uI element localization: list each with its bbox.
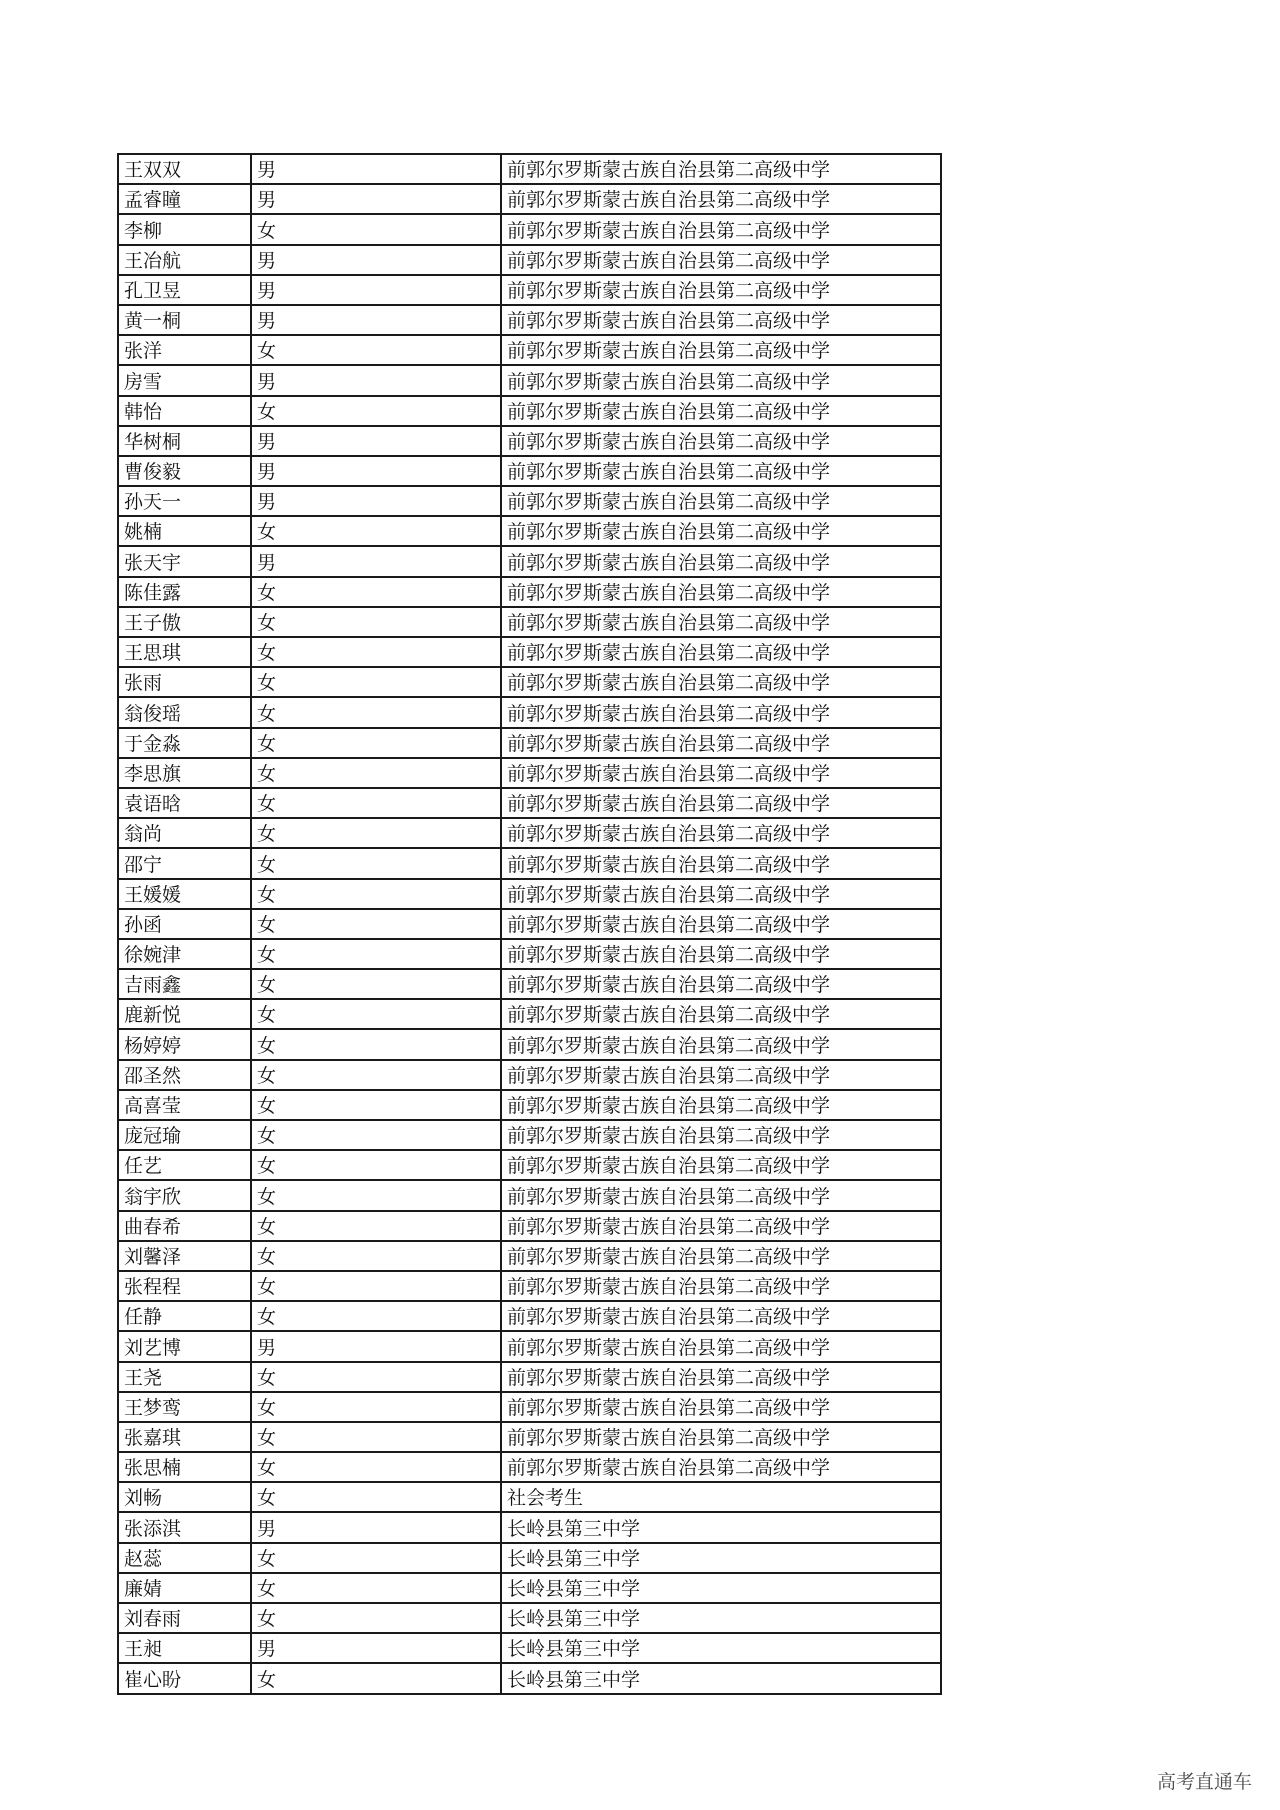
school-cell: 前郭尔罗斯蒙古族自治县第二高级中学 <box>501 1392 941 1422</box>
table-row <box>118 1362 941 1392</box>
sex-cell: 女 <box>251 1241 501 1271</box>
table-row <box>118 1543 941 1573</box>
school-cell: 前郭尔罗斯蒙古族自治县第二高级中学 <box>501 184 941 214</box>
sex-cell: 女 <box>251 1362 501 1392</box>
table-row <box>118 1482 941 1512</box>
name-cell: 陈佳露 <box>118 577 251 607</box>
name-cell: 庞冠瑜 <box>118 1120 251 1150</box>
name-cell: 王媛媛 <box>118 879 251 909</box>
table-row <box>118 214 941 244</box>
sex-cell: 女 <box>251 335 501 365</box>
school-cell: 前郭尔罗斯蒙古族自治县第二高级中学 <box>501 516 941 546</box>
sex-cell: 女 <box>251 758 501 788</box>
sex-cell: 女 <box>251 1482 501 1512</box>
sex-cell: 女 <box>251 1392 501 1422</box>
table-row <box>118 607 941 637</box>
table-row <box>118 516 941 546</box>
sex-cell: 男 <box>251 456 501 486</box>
sex-cell: 女 <box>251 818 501 848</box>
table-row <box>118 275 941 305</box>
sex-cell: 男 <box>251 365 501 395</box>
name-cell: 杨婷婷 <box>118 1029 251 1059</box>
name-cell: 高喜莹 <box>118 1090 251 1120</box>
name-cell: 张思楠 <box>118 1452 251 1482</box>
sex-cell: 女 <box>251 999 501 1029</box>
table-row <box>118 245 941 275</box>
sex-cell: 女 <box>251 969 501 999</box>
table-row <box>118 818 941 848</box>
name-cell: 黄一桐 <box>118 305 251 335</box>
name-cell: 王子傲 <box>118 607 251 637</box>
name-cell: 张添淇 <box>118 1512 251 1542</box>
name-cell: 王思琪 <box>118 637 251 667</box>
name-cell: 王昶 <box>118 1633 251 1663</box>
name-cell: 任静 <box>118 1301 251 1331</box>
table-row <box>118 1512 941 1542</box>
name-cell: 廉婧 <box>118 1573 251 1603</box>
name-cell: 曹俊毅 <box>118 456 251 486</box>
school-cell: 前郭尔罗斯蒙古族自治县第二高级中学 <box>501 577 941 607</box>
school-cell: 长岭县第三中学 <box>501 1512 941 1542</box>
roster-body <box>118 154 941 1694</box>
sex-cell: 女 <box>251 728 501 758</box>
sex-cell: 女 <box>251 214 501 244</box>
table-row <box>118 969 941 999</box>
name-cell: 王尧 <box>118 1362 251 1392</box>
table-row <box>118 788 941 818</box>
table-row <box>118 1029 941 1059</box>
school-cell: 前郭尔罗斯蒙古族自治县第二高级中学 <box>501 275 941 305</box>
table-row <box>118 426 941 456</box>
sex-cell: 男 <box>251 275 501 305</box>
table-row <box>118 667 941 697</box>
table-row <box>118 697 941 727</box>
student-roster-table <box>117 153 942 1695</box>
sex-cell: 女 <box>251 1150 501 1180</box>
table-row <box>118 1271 941 1301</box>
school-cell: 前郭尔罗斯蒙古族自治县第二高级中学 <box>501 486 941 516</box>
name-cell: 赵蕊 <box>118 1543 251 1573</box>
name-cell: 任艺 <box>118 1150 251 1180</box>
name-cell: 王冶航 <box>118 245 251 275</box>
sex-cell: 男 <box>251 305 501 335</box>
table-row <box>118 1241 941 1271</box>
school-cell: 前郭尔罗斯蒙古族自治县第二高级中学 <box>501 607 941 637</box>
name-cell: 袁语晗 <box>118 788 251 818</box>
table-row <box>118 396 941 426</box>
school-cell: 长岭县第三中学 <box>501 1573 941 1603</box>
school-cell: 前郭尔罗斯蒙古族自治县第二高级中学 <box>501 1452 941 1482</box>
table-row <box>118 1120 941 1150</box>
school-cell: 前郭尔罗斯蒙古族自治县第二高级中学 <box>501 1120 941 1150</box>
school-cell: 前郭尔罗斯蒙古族自治县第二高级中学 <box>501 1271 941 1301</box>
school-cell: 前郭尔罗斯蒙古族自治县第二高级中学 <box>501 939 941 969</box>
sex-cell: 女 <box>251 1211 501 1241</box>
sex-cell: 女 <box>251 1603 501 1633</box>
sex-cell: 男 <box>251 184 501 214</box>
school-cell: 前郭尔罗斯蒙古族自治县第二高级中学 <box>501 788 941 818</box>
name-cell: 刘馨泽 <box>118 1241 251 1271</box>
name-cell: 刘春雨 <box>118 1603 251 1633</box>
name-cell: 邵宁 <box>118 848 251 878</box>
sex-cell: 女 <box>251 1029 501 1059</box>
school-cell: 前郭尔罗斯蒙古族自治县第二高级中学 <box>501 969 941 999</box>
sex-cell: 男 <box>251 1633 501 1663</box>
name-cell: 房雪 <box>118 365 251 395</box>
name-cell: 孙天一 <box>118 486 251 516</box>
sex-cell: 女 <box>251 1663 501 1693</box>
name-cell: 孟睿瞳 <box>118 184 251 214</box>
table-row <box>118 1452 941 1482</box>
name-cell: 刘艺博 <box>118 1331 251 1361</box>
school-cell: 前郭尔罗斯蒙古族自治县第二高级中学 <box>501 335 941 365</box>
table-row <box>118 1422 941 1452</box>
table-row <box>118 1603 941 1633</box>
school-cell: 前郭尔罗斯蒙古族自治县第二高级中学 <box>501 1422 941 1452</box>
sex-cell: 女 <box>251 1120 501 1150</box>
name-cell: 李柳 <box>118 214 251 244</box>
table-row <box>118 1180 941 1210</box>
school-cell: 前郭尔罗斯蒙古族自治县第二高级中学 <box>501 365 941 395</box>
name-cell: 华树桐 <box>118 426 251 456</box>
school-cell: 前郭尔罗斯蒙古族自治县第二高级中学 <box>501 154 941 184</box>
sex-cell: 女 <box>251 788 501 818</box>
name-cell: 崔心盼 <box>118 1663 251 1693</box>
table-row <box>118 1633 941 1663</box>
sex-cell: 女 <box>251 667 501 697</box>
sex-cell: 男 <box>251 154 501 184</box>
school-cell: 前郭尔罗斯蒙古族自治县第二高级中学 <box>501 758 941 788</box>
name-cell: 鹿新悦 <box>118 999 251 1029</box>
table-row <box>118 1211 941 1241</box>
sex-cell: 女 <box>251 879 501 909</box>
name-cell: 李思旗 <box>118 758 251 788</box>
table-row <box>118 546 941 576</box>
table-row <box>118 999 941 1029</box>
sex-cell: 女 <box>251 1573 501 1603</box>
sex-cell: 女 <box>251 939 501 969</box>
school-cell: 前郭尔罗斯蒙古族自治县第二高级中学 <box>501 426 941 456</box>
name-cell: 翁尚 <box>118 818 251 848</box>
table-row <box>118 1392 941 1422</box>
school-cell: 前郭尔罗斯蒙古族自治县第二高级中学 <box>501 245 941 275</box>
name-cell: 姚楠 <box>118 516 251 546</box>
sex-cell: 男 <box>251 245 501 275</box>
table-row <box>118 486 941 516</box>
sex-cell: 女 <box>251 1060 501 1090</box>
sex-cell: 男 <box>251 1331 501 1361</box>
table-row <box>118 1090 941 1120</box>
school-cell: 前郭尔罗斯蒙古族自治县第二高级中学 <box>501 1150 941 1180</box>
school-cell: 长岭县第三中学 <box>501 1663 941 1693</box>
school-cell: 长岭县第三中学 <box>501 1543 941 1573</box>
sex-cell: 男 <box>251 1512 501 1542</box>
table-row <box>118 879 941 909</box>
school-cell: 前郭尔罗斯蒙古族自治县第二高级中学 <box>501 879 941 909</box>
sex-cell: 女 <box>251 637 501 667</box>
sex-cell: 女 <box>251 607 501 637</box>
table-row <box>118 848 941 878</box>
school-cell: 前郭尔罗斯蒙古族自治县第二高级中学 <box>501 667 941 697</box>
school-cell: 前郭尔罗斯蒙古族自治县第二高级中学 <box>501 637 941 667</box>
school-cell: 前郭尔罗斯蒙古族自治县第二高级中学 <box>501 1211 941 1241</box>
sex-cell: 女 <box>251 1543 501 1573</box>
school-cell: 前郭尔罗斯蒙古族自治县第二高级中学 <box>501 546 941 576</box>
sex-cell: 男 <box>251 426 501 456</box>
table-row <box>118 637 941 667</box>
table-row <box>118 1331 941 1361</box>
name-cell: 翁俊瑶 <box>118 697 251 727</box>
school-cell: 前郭尔罗斯蒙古族自治县第二高级中学 <box>501 1362 941 1392</box>
name-cell: 孔卫昱 <box>118 275 251 305</box>
school-cell: 前郭尔罗斯蒙古族自治县第二高级中学 <box>501 1029 941 1059</box>
name-cell: 孙函 <box>118 909 251 939</box>
table-row <box>118 184 941 214</box>
sex-cell: 女 <box>251 1452 501 1482</box>
school-cell: 前郭尔罗斯蒙古族自治县第二高级中学 <box>501 1241 941 1271</box>
school-cell: 前郭尔罗斯蒙古族自治县第二高级中学 <box>501 1180 941 1210</box>
name-cell: 张嘉琪 <box>118 1422 251 1452</box>
table-row <box>118 939 941 969</box>
name-cell: 王梦鸾 <box>118 1392 251 1422</box>
table-row <box>118 728 941 758</box>
table-row <box>118 1573 941 1603</box>
sex-cell: 男 <box>251 486 501 516</box>
school-cell: 前郭尔罗斯蒙古族自治县第二高级中学 <box>501 214 941 244</box>
name-cell: 刘畅 <box>118 1482 251 1512</box>
school-cell: 前郭尔罗斯蒙古族自治县第二高级中学 <box>501 818 941 848</box>
sex-cell: 女 <box>251 1271 501 1301</box>
sex-cell: 女 <box>251 1180 501 1210</box>
school-cell: 前郭尔罗斯蒙古族自治县第二高级中学 <box>501 396 941 426</box>
name-cell: 徐婉津 <box>118 939 251 969</box>
name-cell: 曲春希 <box>118 1211 251 1241</box>
school-cell: 前郭尔罗斯蒙古族自治县第二高级中学 <box>501 1060 941 1090</box>
sex-cell: 女 <box>251 396 501 426</box>
name-cell: 韩怡 <box>118 396 251 426</box>
school-cell: 长岭县第三中学 <box>501 1603 941 1633</box>
table-row <box>118 335 941 365</box>
school-cell: 前郭尔罗斯蒙古族自治县第二高级中学 <box>501 1090 941 1120</box>
watermark-text: 高考直通车 <box>1156 1771 1252 1793</box>
school-cell: 前郭尔罗斯蒙古族自治县第二高级中学 <box>501 848 941 878</box>
name-cell: 于金淼 <box>118 728 251 758</box>
name-cell: 翁宇欣 <box>118 1180 251 1210</box>
sex-cell: 女 <box>251 577 501 607</box>
school-cell: 前郭尔罗斯蒙古族自治县第二高级中学 <box>501 456 941 486</box>
school-cell: 前郭尔罗斯蒙古族自治县第二高级中学 <box>501 999 941 1029</box>
name-cell: 吉雨鑫 <box>118 969 251 999</box>
school-cell: 长岭县第三中学 <box>501 1633 941 1663</box>
sex-cell: 女 <box>251 848 501 878</box>
sex-cell: 男 <box>251 546 501 576</box>
table-row <box>118 1301 941 1331</box>
table-row <box>118 577 941 607</box>
sex-cell: 女 <box>251 1422 501 1452</box>
school-cell: 前郭尔罗斯蒙古族自治县第二高级中学 <box>501 305 941 335</box>
table-row <box>118 1663 941 1693</box>
table-row <box>118 758 941 788</box>
sex-cell: 女 <box>251 1090 501 1120</box>
name-cell: 张天宇 <box>118 546 251 576</box>
name-cell: 王双双 <box>118 154 251 184</box>
table-row <box>118 154 941 184</box>
table-row <box>118 1060 941 1090</box>
name-cell: 张程程 <box>118 1271 251 1301</box>
name-cell: 张洋 <box>118 335 251 365</box>
name-cell: 邵圣然 <box>118 1060 251 1090</box>
table-row <box>118 1150 941 1180</box>
table-row <box>118 305 941 335</box>
table-row <box>118 909 941 939</box>
school-cell: 前郭尔罗斯蒙古族自治县第二高级中学 <box>501 909 941 939</box>
sex-cell: 女 <box>251 516 501 546</box>
sex-cell: 女 <box>251 909 501 939</box>
school-cell: 前郭尔罗斯蒙古族自治县第二高级中学 <box>501 1331 941 1361</box>
table-row <box>118 456 941 486</box>
school-cell: 前郭尔罗斯蒙古族自治县第二高级中学 <box>501 1301 941 1331</box>
sex-cell: 女 <box>251 697 501 727</box>
school-cell: 前郭尔罗斯蒙古族自治县第二高级中学 <box>501 728 941 758</box>
school-cell: 社会考生 <box>501 1482 941 1512</box>
name-cell: 张雨 <box>118 667 251 697</box>
sex-cell: 女 <box>251 1301 501 1331</box>
school-cell: 前郭尔罗斯蒙古族自治县第二高级中学 <box>501 697 941 727</box>
table-row <box>118 365 941 395</box>
